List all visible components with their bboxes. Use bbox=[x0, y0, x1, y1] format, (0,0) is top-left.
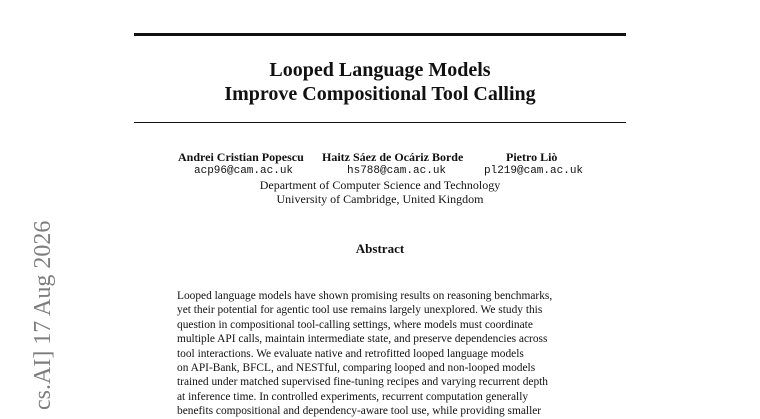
abstract-line: benefits compositional and dependency-aware tool use, while providing smaller bbox=[177, 405, 542, 418]
abstract-line: multiple API calls, maintain intermediate state, and preserve dependencies across bbox=[177, 333, 548, 346]
author-email-1: acp96@cam.ac.uk bbox=[194, 165, 294, 177]
affiliation-line-1: Department of Computer Science and Technology bbox=[259, 178, 501, 192]
abstract-line: at inference time. In controlled experiments, recurrent computation generally bbox=[177, 390, 529, 403]
abstract-line: question in compositional tool-calling settings, where models must coordinate bbox=[177, 318, 533, 331]
affiliation-line-2: University of Cambridge, United Kingdom bbox=[276, 192, 484, 206]
paper-title-line-1: Looped Language Models bbox=[269, 59, 491, 81]
abstract-line: trained under matched supervised fine-tuning recipes and varying recurrent depth bbox=[177, 376, 549, 389]
author-name-2: Haitz Sáez de Ocáriz Borde bbox=[322, 150, 464, 164]
title-bottom-rule bbox=[134, 122, 626, 123]
author-email-3: pl219@cam.ac.uk bbox=[484, 165, 584, 177]
arxiv-side-stamp: cs.AI] 17 Aug 2026 bbox=[30, 220, 56, 410]
abstract-line: Looped language models have shown promising results on reasoning benchmarks, bbox=[177, 290, 553, 302]
abstract-line: on API-Bank, BFCL, and NESTful, comparing looped and non-looped models bbox=[177, 362, 536, 375]
abstract-heading: Abstract bbox=[355, 241, 405, 256]
abstract-text bbox=[177, 289, 583, 419]
abstract-line: yet their potential for agentic tool use remains largely unexplored. We study this bbox=[177, 304, 543, 317]
paper-title-line-2: Improve Compositional Tool Calling bbox=[224, 83, 536, 105]
top-rule bbox=[134, 33, 626, 36]
author-email-2: hs788@cam.ac.uk bbox=[347, 165, 447, 177]
author-name-1: Andrei Cristian Popescu bbox=[178, 150, 304, 164]
author-name-3: Pietro Liò bbox=[506, 150, 558, 164]
abstract-line: tool interactions. We evaluate native and retrofitted looped language models bbox=[177, 347, 524, 360]
